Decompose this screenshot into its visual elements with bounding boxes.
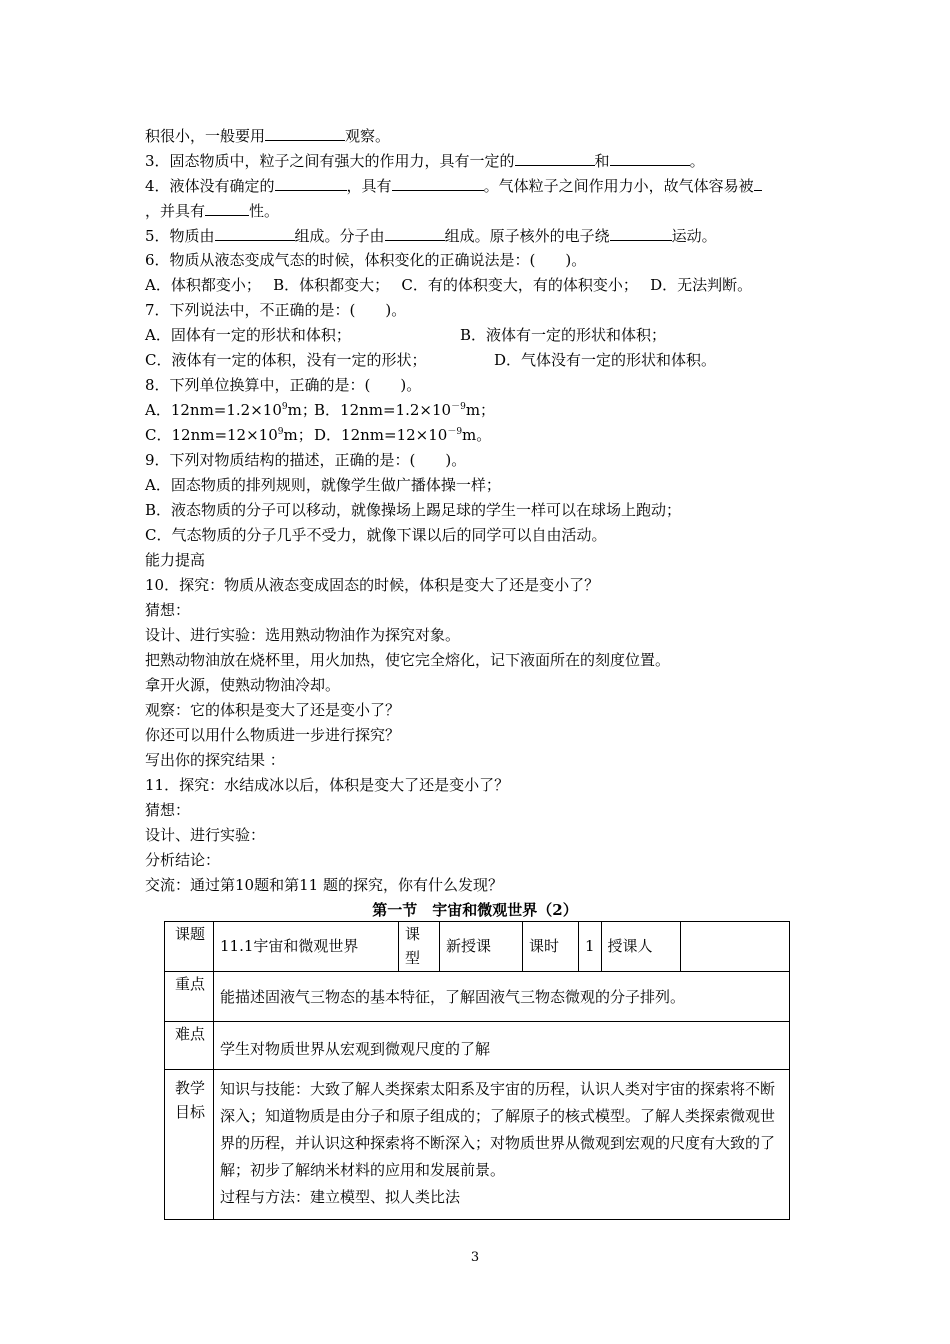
question-8: 8．下列单位换算中，正确的是：( )。 <box>145 376 422 394</box>
lesson-plan-table <box>164 921 790 1220</box>
question-5: 5．物质由 组成。分子由 组成。原子核外的电子绕 运动。 <box>145 224 717 247</box>
question-7-option-c: C．液体有一定的体积，没有一定的形状； <box>145 351 427 369</box>
question-8-option-b: B．$12nm=1.2\times 10^{-9}m$； <box>314 401 496 419</box>
table-row <box>165 972 790 1022</box>
type-value: 新授课 <box>440 922 523 972</box>
discussion-label: 交流：通过第10题和第11 题的探究，你有什么发现？ <box>145 876 503 894</box>
question-4-cont: ，并具有 性。 <box>145 199 279 222</box>
guess-label: 猜想： <box>145 601 191 619</box>
experiment-step-2: 拿开火源，使熟动物油冷却。 <box>145 676 341 694</box>
hours-label: 课时 <box>523 922 579 972</box>
blank[interactable] <box>754 174 762 191</box>
question-4: 4．液体没有确定的 ，具有 。气体粒子之间作用力小，故气体容易被 <box>145 174 762 197</box>
type-label: 课型 <box>399 922 440 972</box>
question-9-option-b: B．液态物质的分子可以移动，就像操场上踢足球的学生一样可以在球场上跑动； <box>145 501 682 519</box>
topic-label: 课题 <box>165 922 214 972</box>
blank[interactable] <box>385 224 445 241</box>
table-row <box>165 922 790 972</box>
table-row <box>165 1070 790 1220</box>
teacher-value <box>680 922 789 972</box>
page-number: 3 <box>470 1250 480 1265</box>
blank[interactable] <box>392 174 484 191</box>
blank[interactable] <box>205 199 249 216</box>
goals-process: 过程与方法：建立模型、拟人类比法 <box>220 1188 461 1206</box>
key-point-value: 能描述固液气三物态的基本特征，了解固液气三物态微观的分子排列。 <box>214 972 790 1022</box>
question-9-option-c: C．气态物质的分子几乎不受力，就像下课以后的同学可以自由活动。 <box>145 526 607 544</box>
blank[interactable] <box>215 224 295 241</box>
experiment-step-1: 把熟动物油放在烧杯里，用火加热，使它完全熔化，记下液面所在的刻度位置。 <box>145 651 671 669</box>
topic-value: 11.1宇宙和微观世界 <box>214 922 399 972</box>
blank[interactable] <box>265 124 345 141</box>
hours-value: 1 <box>579 922 602 972</box>
question-7-option-b: B．液体有一定的形状和体积； <box>460 326 667 344</box>
guess-label: 猜想： <box>145 801 191 819</box>
key-point-label: 重点 <box>165 972 214 1022</box>
table-row <box>165 1022 790 1070</box>
question-7: 7．下列说法中，不正确的是：( )。 <box>145 301 407 319</box>
section-title: 第一节 宇宙和微观世界（2） <box>372 901 578 919</box>
question-9: 9．下列对物质结构的描述，正确的是：( )。 <box>145 451 467 469</box>
goals-knowledge: 知识与技能：大致了解人类探索太阳系及宇宙的历程，认识人类对宇宙的探索将不断深入；知道物质是由分子和原子组成的；了解原子的核式模型。了解人类探索微观世界的历程，并认识这种探索将不断深入；对物质世界从微观到宏观的尺度有大致的了解；初步了解纳米材料的应用和发展前景。 <box>220 1080 776 1179</box>
question-3: 3．固态物质中，粒子之间有强大的作用力，具有一定的 和 。 <box>145 149 705 172</box>
blank[interactable] <box>610 149 690 166</box>
question-6: 6．物质从液态变成气态的时候，体积变化的正确说法是：( )。 <box>145 251 587 269</box>
experiment-design: 设计、进行实验：选用熟动物油作为探究对象。 <box>145 626 461 644</box>
teacher-label: 授课人 <box>601 922 680 972</box>
blank[interactable] <box>275 174 347 191</box>
further-question: 你还可以用什么物质进一步进行探究？ <box>145 726 401 744</box>
observe-label: 观察：它的体积是变大了还是变小了？ <box>145 701 401 719</box>
blank[interactable] <box>610 224 672 241</box>
analysis-label: 分析结论： <box>145 851 221 869</box>
question-6-options: A．体积都变小； B．体积都变大； C．有的体积变大，有的体积变小； D．无法判断。 <box>145 276 753 294</box>
question-7-option-d: D．气体没有一定的形状和体积。 <box>494 351 717 369</box>
question-8-option-c: C．$12nm=12\times 10^9m$； <box>145 426 313 444</box>
question-8-option-a: A．$12nm=1.2\times 10^9m$； <box>145 401 317 419</box>
difficulty-value: 学生对物质世界从宏观到微观尺度的了解 <box>214 1022 790 1070</box>
goals-value <box>214 1070 790 1220</box>
goals-label: 教学目标 <box>165 1070 214 1220</box>
fill-line-1: 积很小，一般要用 观察。 <box>145 124 390 147</box>
question-10: 10．探究：物质从液态变成固态的时候，体积是变大了还是变小了？ <box>145 576 600 594</box>
question-8-option-d: D．$12nm=12\times 10^{-9}m$。 <box>314 426 492 444</box>
result-label: 写出你的探究结果 ： <box>145 751 285 769</box>
question-11: 11．探究：水结成冰以后，体积是变大了还是变小了？ <box>145 776 510 794</box>
blank[interactable] <box>515 149 595 166</box>
experiment-label: 设计、进行实验： <box>145 826 266 844</box>
question-7-option-a: A．固体有一定的形状和体积； <box>145 326 351 344</box>
section-heading: 能力提高 <box>145 551 206 569</box>
question-9-option-a: A．固态物质的排列规则，就像学生做广播体操一样； <box>145 476 501 494</box>
difficulty-label: 难点 <box>165 1022 214 1070</box>
